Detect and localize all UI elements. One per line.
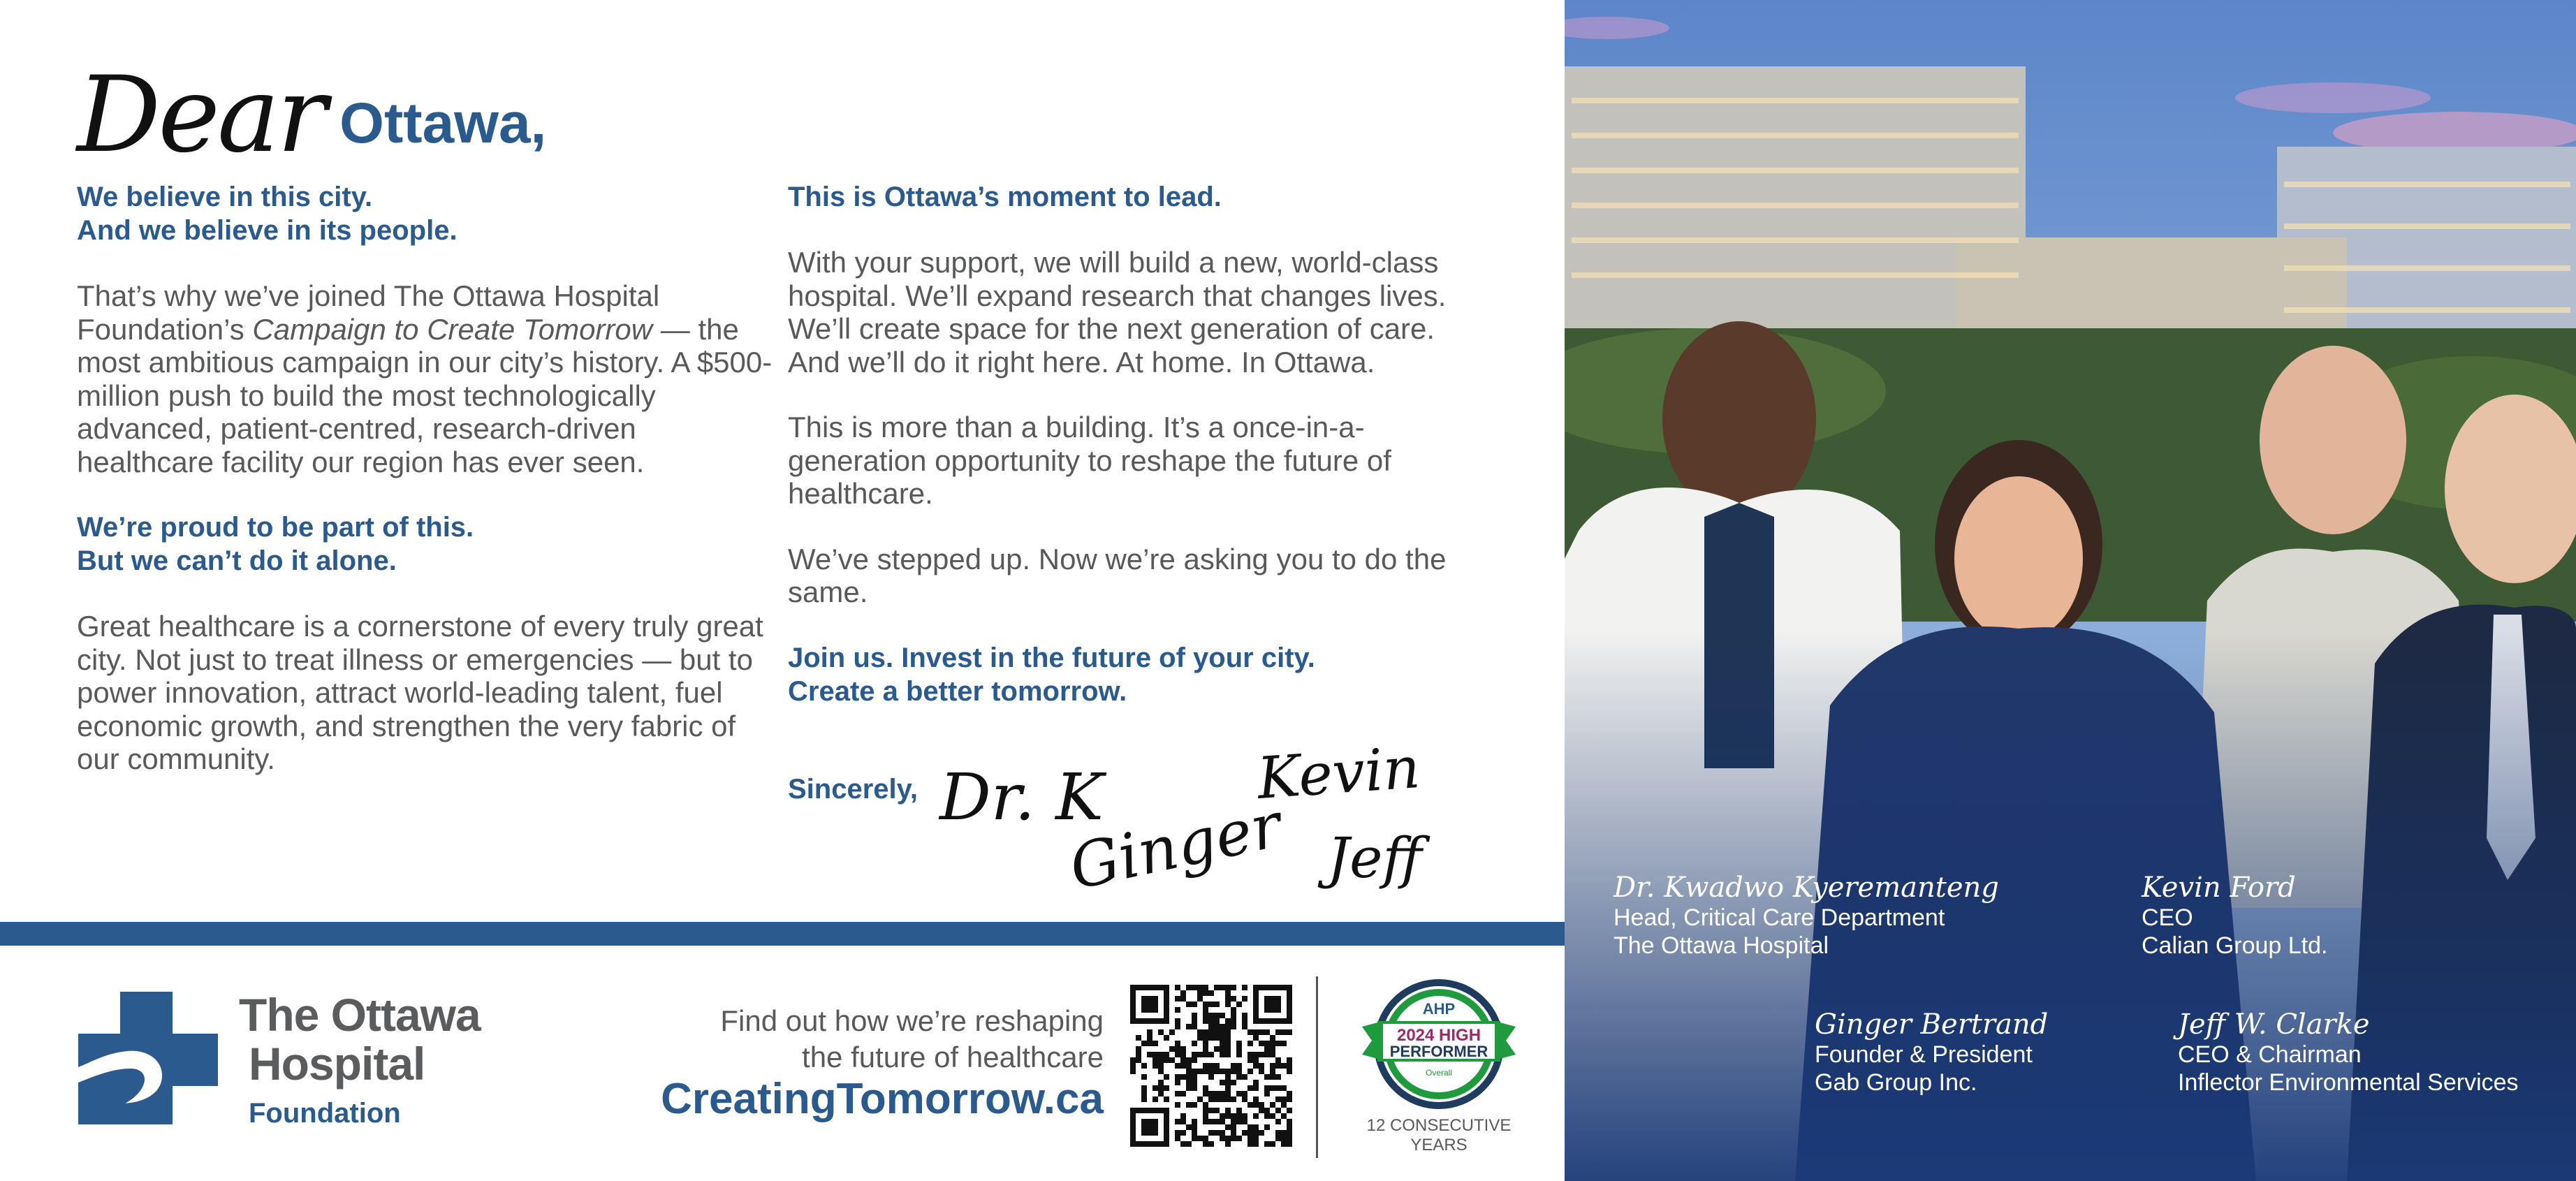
hospital-logo-icon: [78, 992, 218, 1124]
person-2-org: Calian Group Ltd.: [2142, 932, 2328, 959]
find-out-text: [615, 1003, 1104, 1076]
signature-dr-k: Dr. K: [939, 760, 1104, 835]
left-heading-1-line-1: We believe in this city.: [77, 182, 373, 212]
campaign-name: Campaign to Create Tomorrow: [252, 312, 653, 346]
find-out-line-2: the future of healthcare: [802, 1041, 1104, 1073]
caption-person-4: [2178, 1008, 2519, 1096]
left-paragraph-1-b: — the most ambitious campaign in our city’s history. A $500-million push to build the most technologically advanced, patient-centred, research-driven healthcare facility our region has ever seen.: [77, 312, 773, 478]
right-heading-2-line-2: Create a better tomorrow.: [788, 675, 1127, 707]
campaign-url-link[interactable]: CreatingTomorrow.ca: [661, 1075, 1104, 1123]
signature-jeff: Jeff: [1327, 826, 1423, 890]
divider-bar: [0, 922, 1565, 946]
greeting: [77, 49, 547, 176]
caption-person-3: [1815, 1008, 2048, 1096]
footer-divider: [1316, 976, 1318, 1158]
person-1-title: Head, Critical Care Department: [1613, 904, 1945, 931]
signature-kevin: Kevin: [1254, 734, 1422, 813]
right-heading-2-line-1: Join us. Invest in the future of your city.: [788, 642, 1315, 673]
badge-performer-text: PERFORMER: [1389, 1043, 1488, 1060]
high-performer-badge: [1362, 978, 1516, 1110]
right-paragraph-3: We’ve stepped up. Now we’re asking you to do the same.: [788, 542, 1447, 608]
letter-left-column: [77, 180, 775, 776]
person-2-title: CEO: [2142, 904, 2193, 931]
person-2-name: Kevin Ford: [2142, 872, 2296, 904]
person-3-title: Founder & President: [1815, 1041, 2033, 1068]
left-heading-1-line-2: And we believe in its people.: [77, 215, 458, 246]
person-4-name: Jeff W. Clarke: [2178, 1008, 2370, 1041]
badge-top-text: AHP: [1422, 1000, 1456, 1018]
logo-line-1: The Ottawa: [239, 989, 481, 1041]
caption-person-2: [2142, 872, 2328, 960]
letter-right-column: [788, 180, 1486, 708]
signature-ginger: Ginger: [1063, 788, 1287, 904]
consecutive-years-text: 12 CONSECUTIVE YEARS: [1366, 1116, 1512, 1154]
right-paragraph-1: With your support, we will build a new, world-class hospital. We’ll expand research that changes lives. We’ll create space for the next generation of care. And we’ll do it right here. At home. In Ottawa.: [788, 246, 1447, 379]
left-paragraph-1: [77, 279, 775, 478]
person-3-name: Ginger Bertrand: [1815, 1008, 2049, 1041]
sincerely-label: Sincerely,: [788, 774, 919, 805]
person-1-org: The Ottawa Hospital: [1613, 932, 1829, 959]
greeting-script: Dear: [77, 54, 325, 176]
person-1-name: Dr. Kwadwo Kyeremanteng: [1613, 872, 1999, 904]
left-heading-2-line-1: We’re proud to be part of this.: [77, 512, 474, 543]
greeting-city: Ottawa,: [339, 91, 547, 155]
badge-overall-text: Overall: [1425, 1068, 1453, 1078]
leaders-photo: [1565, 0, 2576, 1181]
left-paragraph-2: Great healthcare is a cornerstone of every truly great city. Not just to treat illness or emergencies — but to power innovation, attract world-leading talent, fuel economic growth, and strengthen the very fabric of our community.: [77, 610, 763, 775]
right-paragraph-2: This is more than a building. It’s a once-in-a-generation opportunity to reshape the future of healthcare.: [788, 411, 1391, 510]
logo-line-2: Hospital: [249, 1038, 425, 1090]
person-4-title: CEO & Chairman: [2178, 1041, 2362, 1068]
person-3-org: Gab Group Inc.: [1815, 1069, 1977, 1096]
logo-line-3: Foundation: [249, 1098, 401, 1129]
qr-code-icon[interactable]: [1130, 985, 1292, 1147]
find-out-line-1: Find out how we’re reshaping: [720, 1004, 1104, 1037]
person-4-org: Inflector Environmental Services: [2178, 1069, 2519, 1096]
left-heading-2-line-2: But we can’t do it alone.: [77, 545, 397, 576]
left-paragraph-1-a: That’s why we’ve joined The Ottawa Hospital Foundation’s: [77, 279, 660, 346]
right-heading-1: This is Ottawa’s moment to lead.: [788, 182, 1222, 212]
badge-year-text: 2024 HIGH: [1396, 1026, 1481, 1045]
caption-person-1: [1613, 872, 1999, 960]
foundation-logo: [239, 990, 481, 1129]
